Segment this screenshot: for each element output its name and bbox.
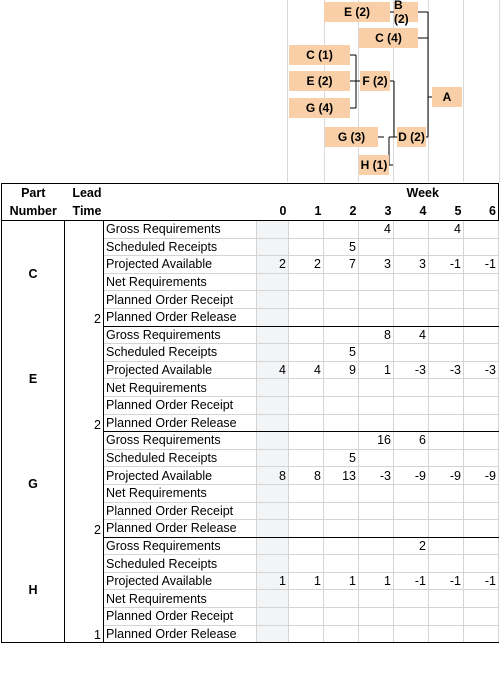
value-cell: -1 <box>429 256 464 274</box>
tree-node-b <box>394 0 418 26</box>
value-cell: 4 <box>429 221 464 239</box>
value-cell <box>464 625 499 643</box>
value-cell <box>324 308 359 326</box>
value-cell <box>429 273 464 291</box>
tree-node-g <box>325 127 378 147</box>
time-header: Time <box>65 202 104 221</box>
value-cell <box>324 291 359 309</box>
value-cell: 5 <box>324 449 359 467</box>
value-cell <box>289 432 324 450</box>
value-cell <box>257 520 289 538</box>
number-header: Number <box>2 202 65 221</box>
row-label: Planned Order Receipt <box>104 608 257 626</box>
value-cell: 8 <box>289 467 324 485</box>
value-cell <box>359 520 394 538</box>
value-cell <box>429 520 464 538</box>
tree-node-c <box>359 28 418 48</box>
header-row <box>2 184 499 203</box>
week-number: 4 <box>394 202 429 221</box>
value-cell <box>429 608 464 626</box>
value-cell <box>289 291 324 309</box>
value-cell <box>324 520 359 538</box>
tree-node-e <box>324 2 390 22</box>
value-cell <box>464 555 499 573</box>
value-cell <box>359 273 394 291</box>
value-cell <box>464 326 499 344</box>
value-cell <box>324 432 359 450</box>
value-cell <box>257 291 289 309</box>
row-label: Projected Available <box>104 467 257 485</box>
value-cell <box>289 414 324 432</box>
tree-node-label: G (4) <box>305 101 334 115</box>
value-cell <box>289 520 324 538</box>
value-cell <box>464 238 499 256</box>
value-cell <box>257 396 289 414</box>
value-cell <box>289 590 324 608</box>
table-row <box>2 326 499 344</box>
part-name: C <box>2 221 65 327</box>
value-cell <box>324 414 359 432</box>
value-cell <box>324 221 359 239</box>
row-label: Gross Requirements <box>104 326 257 344</box>
value-cell <box>429 291 464 309</box>
value-cell <box>464 221 499 239</box>
value-cell <box>429 625 464 643</box>
value-cell <box>359 502 394 520</box>
value-cell: 8 <box>257 467 289 485</box>
value-cell: -1 <box>394 572 429 590</box>
row-label: Projected Available <box>104 572 257 590</box>
value-cell <box>394 344 429 362</box>
value-cell <box>324 326 359 344</box>
value-cell <box>429 502 464 520</box>
value-cell <box>429 379 464 397</box>
row-label: Net Requirements <box>104 484 257 502</box>
value-cell: 16 <box>359 432 394 450</box>
value-cell <box>429 555 464 573</box>
week-number: 6 <box>464 202 499 221</box>
tree-node-g <box>289 98 350 118</box>
value-cell <box>429 590 464 608</box>
value-cell: 1 <box>289 572 324 590</box>
value-cell <box>324 537 359 555</box>
week-header: Week <box>406 186 439 200</box>
value-cell <box>464 484 499 502</box>
value-cell: 3 <box>359 256 394 274</box>
week-number: 0 <box>257 202 289 221</box>
value-cell <box>464 308 499 326</box>
row-label: Gross Requirements <box>104 221 257 239</box>
value-cell <box>257 308 289 326</box>
row-label: Planned Order Receipt <box>104 502 257 520</box>
value-cell: 4 <box>359 221 394 239</box>
row-label: Scheduled Receipts <box>104 344 257 362</box>
value-cell: 2 <box>289 256 324 274</box>
value-cell <box>289 344 324 362</box>
value-cell: -9 <box>394 467 429 485</box>
row-label: Net Requirements <box>104 590 257 608</box>
value-cell: 3 <box>394 256 429 274</box>
row-label: Planned Order Release <box>104 520 257 538</box>
lead-time: 2 <box>65 221 104 327</box>
value-cell <box>359 484 394 502</box>
value-cell <box>464 414 499 432</box>
value-cell: 6 <box>394 432 429 450</box>
tree-connectors <box>0 0 501 182</box>
row-label: Planned Order Release <box>104 625 257 643</box>
lead-time: 2 <box>65 432 104 538</box>
value-cell <box>359 291 394 309</box>
value-cell <box>464 291 499 309</box>
table-row <box>2 221 499 239</box>
value-cell <box>394 625 429 643</box>
value-cell <box>359 396 394 414</box>
value-cell <box>394 449 429 467</box>
value-cell <box>359 449 394 467</box>
value-cell <box>429 484 464 502</box>
value-cell <box>257 449 289 467</box>
value-cell <box>464 502 499 520</box>
value-cell: 5 <box>324 238 359 256</box>
lead-time: 1 <box>65 537 104 643</box>
value-cell: -9 <box>464 467 499 485</box>
value-cell: 2 <box>257 256 289 274</box>
value-cell <box>257 344 289 362</box>
value-cell <box>257 414 289 432</box>
value-cell <box>289 379 324 397</box>
tree-node-f <box>360 71 390 91</box>
value-cell <box>324 608 359 626</box>
product-structure-tree <box>0 0 501 182</box>
value-cell: 1 <box>359 572 394 590</box>
part-name: H <box>2 537 65 643</box>
value-cell <box>429 537 464 555</box>
part-name: E <box>2 326 65 432</box>
row-label: Planned Order Receipt <box>104 291 257 309</box>
value-cell <box>394 608 429 626</box>
value-cell <box>324 590 359 608</box>
value-cell <box>289 502 324 520</box>
value-cell <box>464 608 499 626</box>
value-cell <box>257 484 289 502</box>
value-cell <box>324 379 359 397</box>
value-cell <box>289 326 324 344</box>
value-cell <box>257 379 289 397</box>
value-cell <box>359 590 394 608</box>
lead-header: Lead <box>72 186 102 200</box>
tree-node-label: B (2) <box>394 0 409 26</box>
value-cell <box>359 537 394 555</box>
row-label: Planned Order Release <box>104 414 257 432</box>
value-cell: -1 <box>464 256 499 274</box>
tree-node-label: E (2) <box>306 74 333 88</box>
value-cell <box>257 221 289 239</box>
value-cell <box>464 520 499 538</box>
tree-node-label: F (2) <box>362 74 388 88</box>
value-cell <box>359 608 394 626</box>
value-cell: -3 <box>429 361 464 379</box>
value-cell <box>324 484 359 502</box>
value-cell <box>394 502 429 520</box>
value-cell: 1 <box>324 572 359 590</box>
blank-cell <box>104 184 257 203</box>
value-cell <box>359 344 394 362</box>
value-cell: -1 <box>429 572 464 590</box>
value-cell <box>257 590 289 608</box>
tree-node-e <box>289 71 350 91</box>
value-cell <box>289 221 324 239</box>
value-cell <box>257 555 289 573</box>
row-label: Gross Requirements <box>104 432 257 450</box>
value-cell <box>394 238 429 256</box>
value-cell <box>359 414 394 432</box>
tree-node-label: E (2) <box>343 5 370 19</box>
value-cell <box>289 238 324 256</box>
tree-node-a <box>432 87 462 107</box>
value-cell <box>394 379 429 397</box>
tree-node-label: C (1) <box>306 48 333 62</box>
value-cell <box>289 537 324 555</box>
week-number: 1 <box>289 202 324 221</box>
value-cell <box>359 625 394 643</box>
tree-node-label: C (4) <box>375 31 402 45</box>
value-cell <box>289 484 324 502</box>
table-row <box>2 537 499 555</box>
value-cell <box>324 555 359 573</box>
value-cell <box>394 291 429 309</box>
value-cell <box>429 238 464 256</box>
tree-node-c <box>289 45 350 65</box>
value-cell <box>257 238 289 256</box>
value-cell <box>464 379 499 397</box>
value-cell <box>289 449 324 467</box>
value-cell: -1 <box>464 572 499 590</box>
value-cell <box>429 308 464 326</box>
value-cell <box>359 308 394 326</box>
value-cell <box>464 537 499 555</box>
value-cell <box>289 625 324 643</box>
tree-node-d <box>397 127 426 147</box>
row-label: Net Requirements <box>104 379 257 397</box>
value-cell: 4 <box>394 326 429 344</box>
row-label: Planned Order Receipt <box>104 396 257 414</box>
value-cell: 5 <box>324 344 359 362</box>
value-cell <box>394 308 429 326</box>
header-row <box>2 202 499 221</box>
value-cell <box>464 273 499 291</box>
value-cell <box>257 502 289 520</box>
value-cell: -3 <box>464 361 499 379</box>
row-label: Planned Order Release <box>104 308 257 326</box>
value-cell <box>464 396 499 414</box>
value-cell: 1 <box>257 572 289 590</box>
value-cell <box>429 396 464 414</box>
value-cell <box>359 555 394 573</box>
value-cell <box>394 520 429 538</box>
value-cell <box>429 449 464 467</box>
value-cell: 8 <box>359 326 394 344</box>
value-cell <box>289 396 324 414</box>
value-cell: -9 <box>429 467 464 485</box>
tree-node-h <box>359 155 389 175</box>
tree-node-label: H (1) <box>360 158 388 172</box>
value-cell <box>289 273 324 291</box>
value-cell <box>257 432 289 450</box>
value-cell <box>394 590 429 608</box>
value-cell <box>464 432 499 450</box>
value-cell <box>394 555 429 573</box>
value-cell <box>464 449 499 467</box>
value-cell <box>429 344 464 362</box>
part-header: Part <box>21 186 46 200</box>
table-row <box>2 432 499 450</box>
value-cell: -3 <box>394 361 429 379</box>
row-label: Scheduled Receipts <box>104 238 257 256</box>
value-cell: 7 <box>324 256 359 274</box>
tree-node-label: A <box>442 90 452 104</box>
value-cell <box>394 484 429 502</box>
value-cell: 1 <box>359 361 394 379</box>
value-cell <box>257 537 289 555</box>
value-cell <box>429 432 464 450</box>
week-number: 3 <box>359 202 394 221</box>
tree-node-label: D (2) <box>398 130 425 144</box>
value-cell <box>394 273 429 291</box>
row-label: Scheduled Receipts <box>104 555 257 573</box>
value-cell: 9 <box>324 361 359 379</box>
value-cell <box>257 608 289 626</box>
row-label: Scheduled Receipts <box>104 449 257 467</box>
value-cell: 4 <box>257 361 289 379</box>
value-cell <box>324 502 359 520</box>
value-cell <box>289 608 324 626</box>
value-cell <box>289 555 324 573</box>
blank-cell <box>104 202 257 221</box>
value-cell <box>359 238 394 256</box>
value-cell <box>289 308 324 326</box>
value-cell: 4 <box>289 361 324 379</box>
value-cell <box>257 273 289 291</box>
value-cell <box>324 625 359 643</box>
value-cell: 13 <box>324 467 359 485</box>
row-label: Projected Available <box>104 361 257 379</box>
value-cell <box>324 396 359 414</box>
value-cell <box>464 590 499 608</box>
value-cell: 2 <box>394 537 429 555</box>
value-cell <box>359 379 394 397</box>
value-cell <box>464 344 499 362</box>
value-cell: -3 <box>359 467 394 485</box>
value-cell <box>257 326 289 344</box>
value-cell <box>394 396 429 414</box>
value-cell <box>394 414 429 432</box>
row-label: Gross Requirements <box>104 537 257 555</box>
value-cell <box>394 221 429 239</box>
value-cell <box>324 273 359 291</box>
lead-time: 2 <box>65 326 104 432</box>
row-label: Net Requirements <box>104 273 257 291</box>
value-cell <box>429 326 464 344</box>
mrp-table <box>1 183 499 643</box>
week-number: 5 <box>429 202 464 221</box>
value-cell <box>429 414 464 432</box>
part-name: G <box>2 432 65 538</box>
tree-node-label: G (3) <box>337 130 366 144</box>
row-label: Projected Available <box>104 256 257 274</box>
week-number: 2 <box>324 202 359 221</box>
value-cell <box>257 625 289 643</box>
